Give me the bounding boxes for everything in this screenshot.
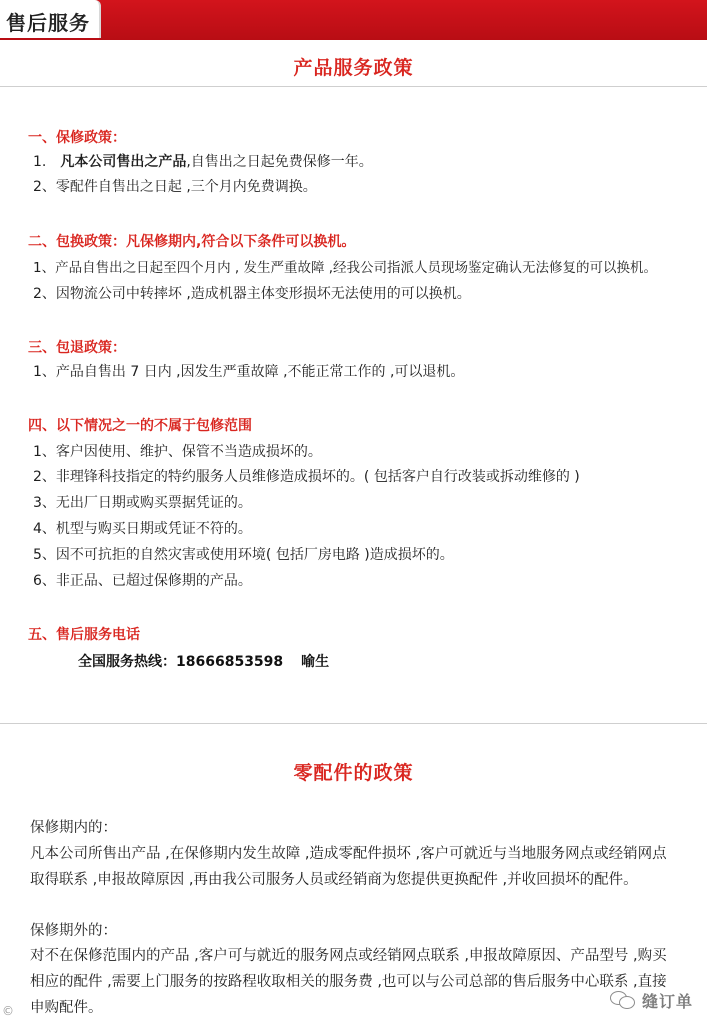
list-item: 5、因不可抗拒的自然灾害或使用环境( 包括厂房电路 )造成损坏的。	[33, 547, 454, 563]
tab-after-sales[interactable]	[0, 0, 101, 38]
list-item: 2、因物流公司中转摔坏 ,造成机器主体变形损坏无法使用的可以换机。	[33, 286, 471, 302]
section-title-parts-policy: 零配件的政策	[293, 762, 414, 784]
heading-hotline: 五、售后服务电话	[28, 627, 140, 643]
paragraph-line: 凡本公司所售出产品 ,在保修期内发生故障 ,造成零配件损坏 ,客户可就近与当地服务网点或经销网点	[30, 846, 667, 862]
paragraph-line: 申购配件。	[30, 1000, 103, 1016]
list-item: 3、无出厂日期或购买票据凭证的。	[33, 495, 252, 511]
heading-refund: 三、包退政策：	[28, 340, 126, 356]
list-item: 1、产品自售出之日起至四个月内 , 发生严重故障 ,经我公司指派人员现场鉴定确认无法修复的可以换机。	[33, 260, 658, 276]
tab-label: 售后服务	[6, 11, 90, 35]
list-item: 1、客户因使用、维护、保管不当造成损坏的。	[33, 444, 322, 460]
item-text: ,自售出之日起免费保修一年。	[186, 154, 373, 170]
wechat-icon	[610, 991, 636, 1009]
watermark-left: ©	[2, 1004, 14, 1018]
divider	[0, 723, 707, 724]
heading-exchange: 二、包换政策：凡保修期内,符合以下条件可以换机。	[28, 234, 356, 250]
paragraph-label: 保修期外的：	[30, 923, 117, 939]
list-item: 2、非理锋科技指定的特约服务人员维修造成损坏的。( 包括客户自行改装或拆动维修的 )	[33, 469, 580, 485]
hotline-line	[78, 652, 329, 672]
list-item: 2、零配件自售出之日起 ,三个月内免费调换。	[33, 179, 317, 195]
list-item: 6、非正品、已超过保修期的产品。	[33, 573, 252, 589]
heading-warranty: 一、保修政策：	[28, 130, 126, 146]
list-item: 4、机型与购买日期或凭证不符的。	[33, 521, 252, 537]
hotline-contact: 喻生	[301, 654, 330, 670]
heading-exclusions: 四、以下情况之一的不属于包修范围	[28, 418, 252, 434]
watermark-text: 缝订单	[641, 991, 693, 1011]
list-item	[33, 152, 373, 172]
list-item: 1、产品自售出 7 日内 ,因发生严重故障 ,不能正常工作的 ,可以退机。	[33, 364, 465, 380]
item-number: 1.	[33, 154, 47, 170]
watermark-right	[610, 988, 693, 1012]
header-bar	[0, 0, 707, 40]
divider	[0, 86, 707, 87]
hotline-number[interactable]: 全国服务热线：18666853598	[78, 654, 284, 670]
item-bold-text: 凡本公司售出之产品	[60, 154, 187, 170]
paragraph-line: 对不在保修范围内的产品 ,客户可与就近的服务网点或经销网点联系 ,申报故障原因、产品型号 ,购买	[30, 948, 667, 964]
paragraph-line: 取得联系 ,申报故障原因 ,再由我公司服务人员或经销商为您提供更换配件 ,并收回损坏的配件。	[30, 872, 638, 888]
section-title-product-policy: 产品服务政策	[293, 57, 414, 79]
paragraph-label: 保修期内的：	[30, 820, 117, 836]
paragraph-line: 相应的配件 ,需要上门服务的按路程收取相关的服务费 ,也可以与公司总部的售后服务中心联系 ,直接	[30, 974, 667, 990]
